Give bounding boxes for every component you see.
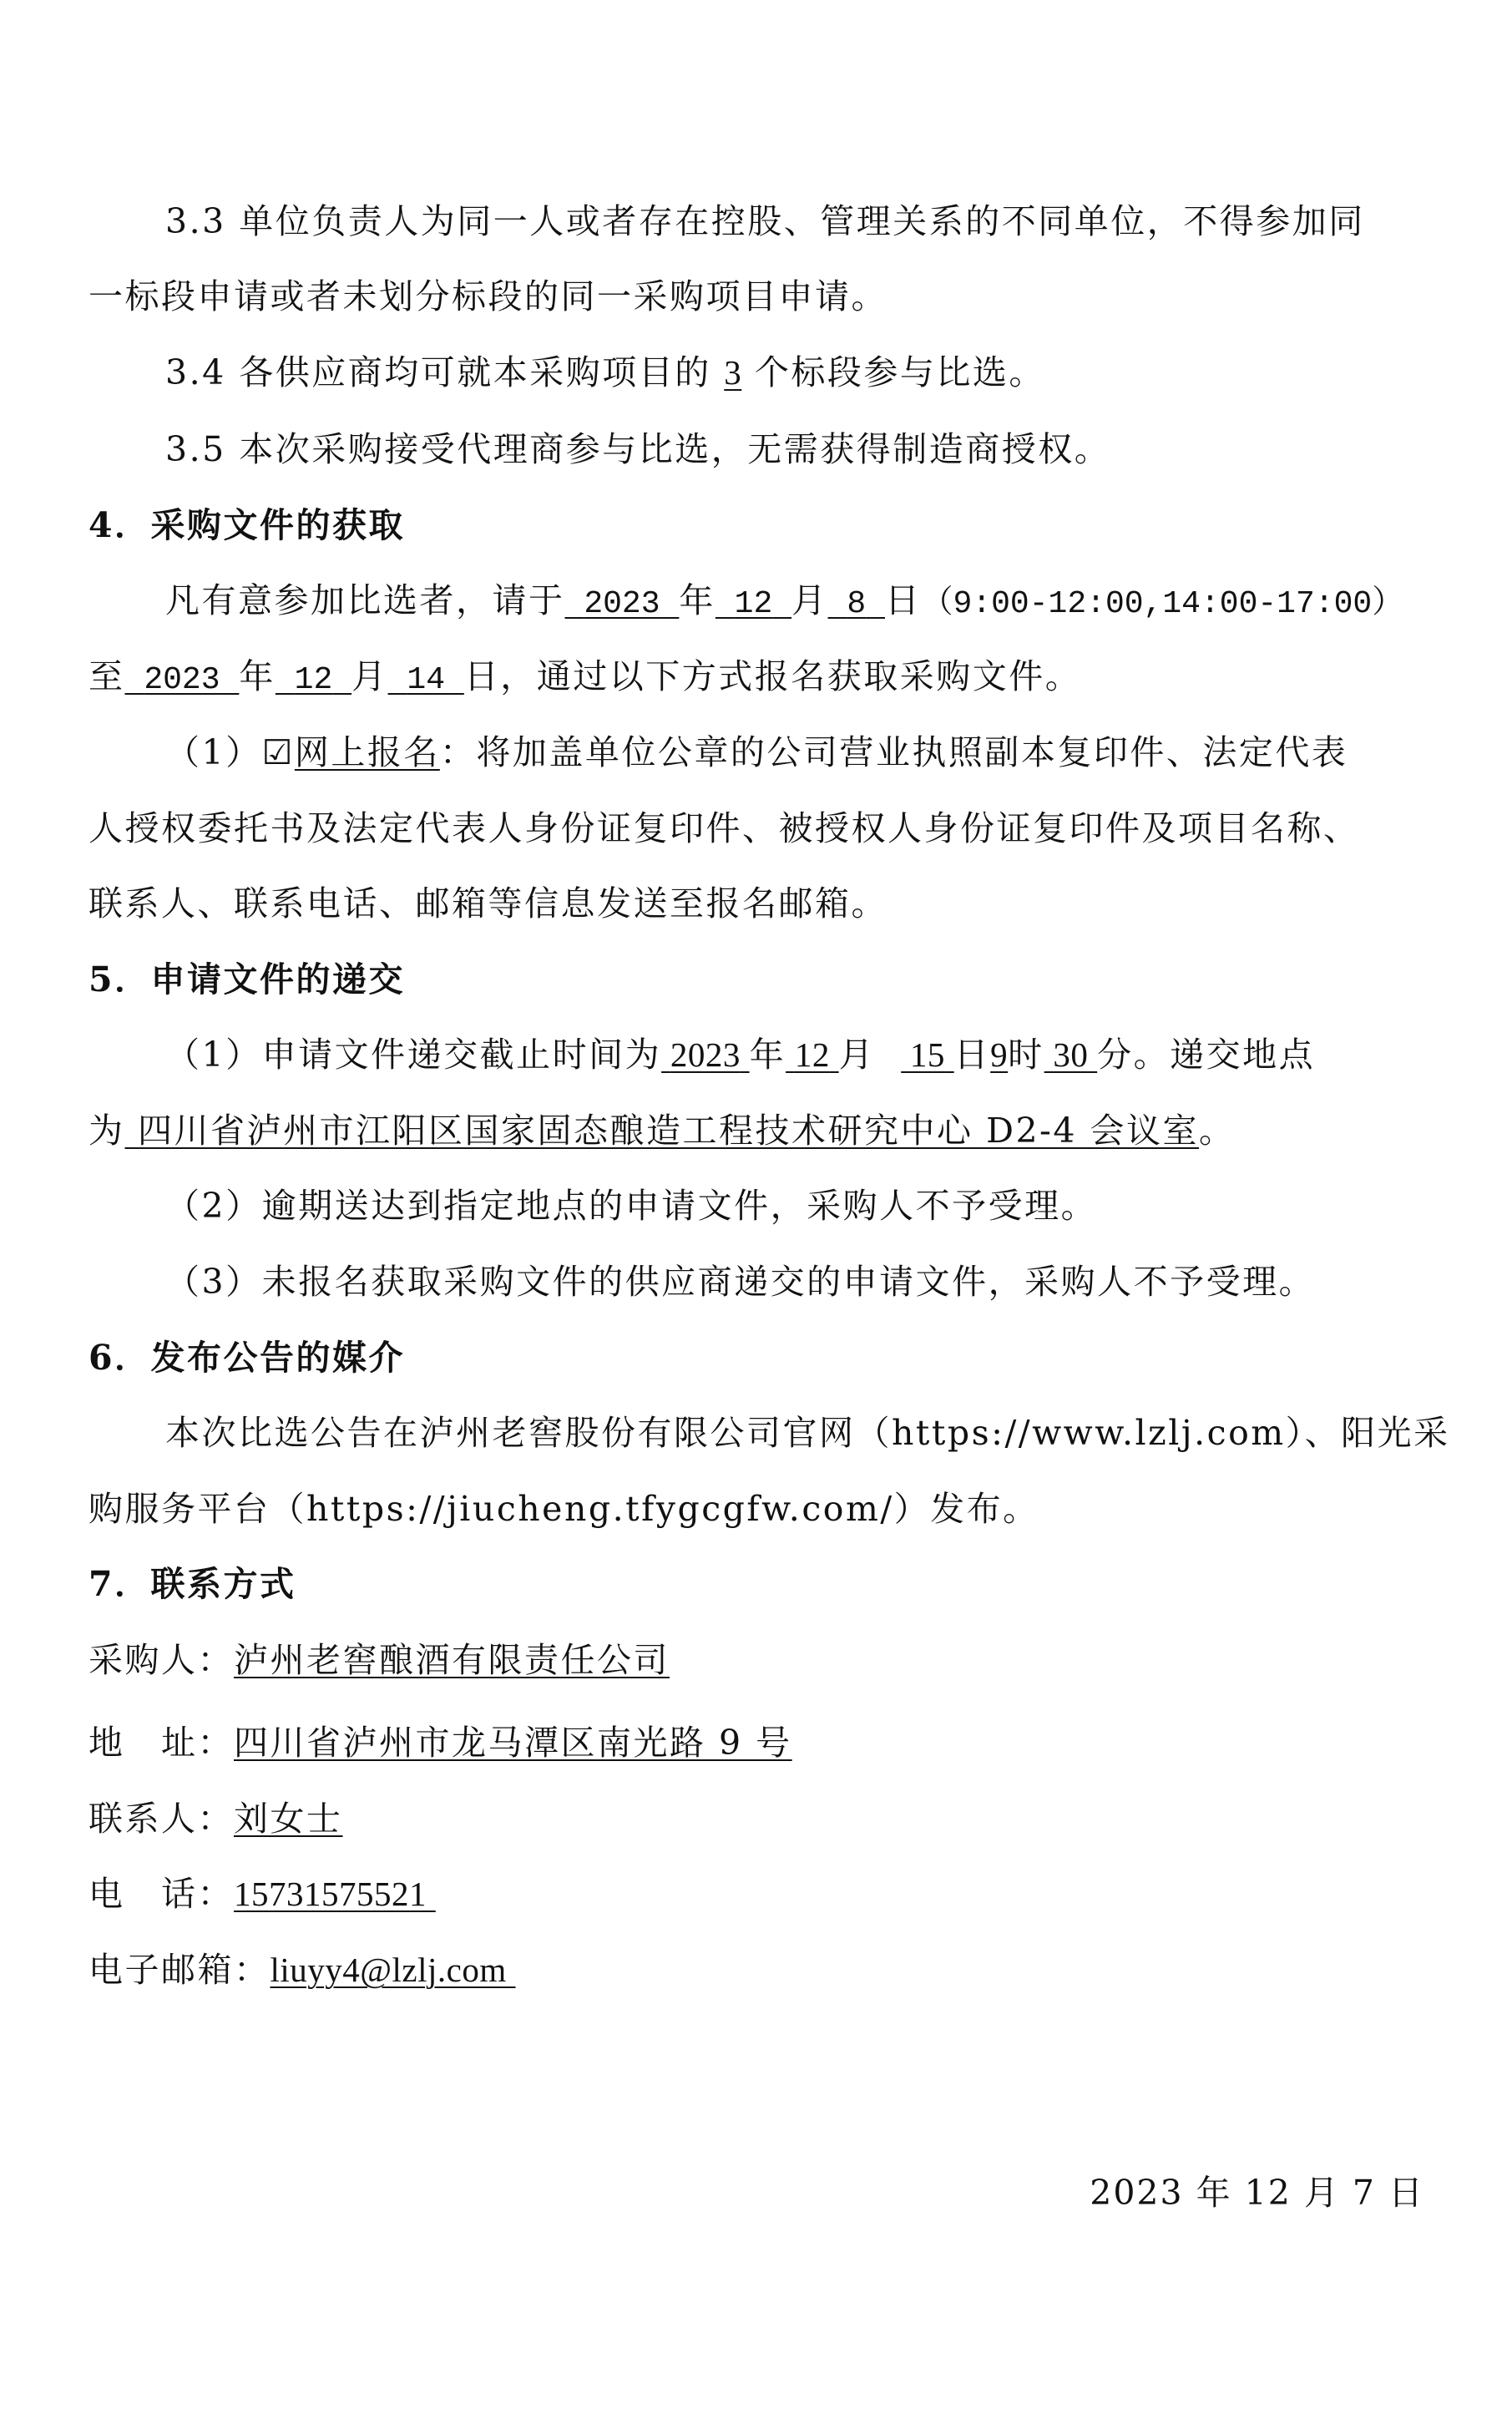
deadline-day <box>901 1035 954 1074</box>
start-day-value: 8 <box>847 586 867 622</box>
ri-1: 日 <box>885 580 922 620</box>
buyer-label: 采购人： <box>88 1640 234 1680</box>
yue-3: 月 <box>838 1035 876 1075</box>
checked-box-icon: ☑ <box>261 732 295 772</box>
para-3-5: 3.5 本次采购接受代理商参与比选，无需获得制造商授权。 <box>165 429 1111 469</box>
submission-place <box>125 1111 1200 1151</box>
deadline-year-value: 2023 <box>670 1035 741 1074</box>
phone-value: 15731575521 <box>234 1875 436 1913</box>
buyer-row <box>88 1636 1424 1684</box>
contact-label: 联系人： <box>88 1799 234 1839</box>
end-year <box>125 662 240 698</box>
sec4-item1-line1 <box>165 728 1424 777</box>
sec5-item3: （3）未报名获取采购文件的供应商递交的申请文件，采购人不予受理。 <box>165 1262 1316 1302</box>
submission-place-value: 四川省泸州市江阳区国家固态酿造工程技术研究中心 D2-4 会议室 <box>138 1111 1200 1151</box>
office-hours: （9:00-12:00,14:00-17:00） <box>921 586 1404 622</box>
start-year <box>565 586 680 622</box>
item1-text: ：将加盖单位公章的公司营业执照副本复印件、法定代表 <box>439 732 1348 772</box>
para-3-4 <box>165 348 1424 397</box>
ri-3: 日 <box>953 1035 991 1075</box>
issue-date: 2023 年 12 月 7 日 <box>1090 2173 1424 2213</box>
address-row <box>88 1718 1424 1767</box>
para-3-4-tail: 个标段参与比选。 <box>741 352 1045 392</box>
email-value: liuyy4@lzlj.com <box>270 1951 516 1989</box>
email-label: 电子邮箱： <box>88 1950 271 1990</box>
nian-1: 年 <box>679 580 716 620</box>
sec5-item2: （2）逾期送达到指定地点的申请文件，采购人不予受理。 <box>165 1186 1098 1226</box>
item1-prefix: （1） <box>165 732 262 772</box>
nian-2: 年 <box>239 656 276 696</box>
sec4-text: 凡有意参加比选者，请于 <box>165 580 565 620</box>
deadline-minute-value: 30 <box>1053 1035 1089 1074</box>
sec6-line2: 购服务平台（https://jiucheng.tfygcgfw.com/）发布。 <box>88 1489 1039 1529</box>
end-month <box>276 662 351 698</box>
address-value: 四川省泸州市龙马潭区南光路 9 号 <box>234 1723 792 1763</box>
shi: 时 <box>1008 1035 1044 1075</box>
end-day-value: 14 <box>407 662 445 698</box>
phone-row <box>88 1870 1424 1918</box>
section-6-heading: 6．发布公告的媒介 <box>88 1338 406 1378</box>
sec5-item1-line1 <box>165 1030 1424 1079</box>
lot-count: 3 <box>724 353 742 392</box>
address-label: 地 址： <box>88 1723 234 1763</box>
deadline-day-value: 15 <box>909 1035 945 1074</box>
para-3-3-line2: 一标段申请或者未划分标段的同一采购项目申请。 <box>88 276 887 316</box>
end-month-value: 12 <box>294 662 333 698</box>
wei: 为 <box>88 1111 125 1151</box>
start-month <box>716 586 791 622</box>
para-3-3-line1: 3.3 单位负责人为同一人或者存在控股、管理关系的不同单位，不得参加同 <box>165 201 1365 241</box>
contact-value: 刘女士 <box>234 1799 343 1839</box>
start-month-value: 12 <box>734 586 773 622</box>
end-year-value: 2023 <box>144 662 220 698</box>
section-7-heading: 7．联系方式 <box>88 1564 296 1604</box>
sec4-para1-line1 <box>165 576 1424 629</box>
deadline-minute <box>1044 1035 1098 1074</box>
zhi: 至 <box>88 656 125 696</box>
online-registration-label: 网上报名 <box>294 732 440 772</box>
sec6-line1: 本次比选公告在泸州老窖股份有限公司官网（https://www.lzlj.com）、阳光采 <box>165 1413 1450 1453</box>
yue-1: 月 <box>791 580 828 620</box>
end-day <box>388 662 464 698</box>
start-year-value: 2023 <box>584 586 660 622</box>
sec4-tail: 日，通过以下方式报名获取采购文件。 <box>463 656 1082 696</box>
contact-row <box>88 1794 1424 1843</box>
deadline-month <box>786 1035 839 1074</box>
sec5-item1-text: （1）申请文件递交截止时间为 <box>165 1035 662 1075</box>
yue-2: 月 <box>351 656 388 696</box>
section-4-heading: 4．采购文件的获取 <box>88 505 406 545</box>
fen: 分。递交地点 <box>1097 1035 1316 1075</box>
deadline-hour: 9 <box>990 1035 1009 1074</box>
sec4-para1-line2 <box>88 652 1424 705</box>
period: 。 <box>1199 1111 1236 1151</box>
email-row <box>88 1946 1424 1994</box>
deadline-year <box>661 1035 750 1074</box>
sec4-item1-line2: 人授权委托书及法定代表人身份证复印件、被授权人身份证复印件及项目名称、 <box>88 808 1360 848</box>
buyer-name: 泸州老窖酿酒有限责任公司 <box>234 1640 670 1680</box>
nian-3: 年 <box>749 1035 786 1075</box>
para-3-4-text: 3.4 各供应商均可就本采购项目的 <box>165 352 725 392</box>
phone-label: 电 话： <box>88 1874 234 1914</box>
section-5-heading: 5．申请文件的递交 <box>88 959 406 1000</box>
sec4-item1-line3: 联系人、联系电话、邮箱等信息发送至报名邮箱。 <box>88 883 887 924</box>
start-day <box>828 586 885 622</box>
deadline-month-value: 12 <box>794 1035 830 1074</box>
sec5-item1-line2 <box>88 1106 1424 1155</box>
